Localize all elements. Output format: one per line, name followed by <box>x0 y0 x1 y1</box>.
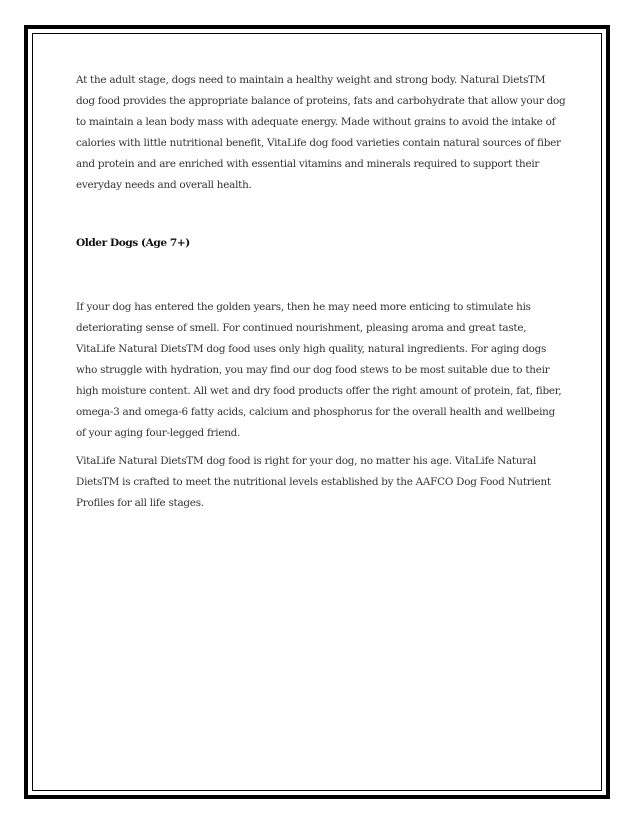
paragraph-adult-dogs: At the adult stage, dogs need to maintain a healthy weight and strong body. Natural DietsTM dog food provides the appropriate balance of proteins, fats and carbohydrate that allow your dog to maintain a lean body mass with adequate energy. Made without grains to avoid the intake of calories with little nutritional benefit, VitaLife dog food varieties contain natural sources of fiber and protein and are enriched with essential vitamins and minerals required to support their everyday needs and overall health. <box>76 74 566 191</box>
paragraph-all-life-stages: VitaLife Natural DietsTM dog food is right for your dog, no matter his age. VitaLife Natural DietsTM is crafted to meet the nutritional levels established by the AAFCO Dog Food Nutrient Profiles for all life stages. <box>76 455 551 509</box>
paragraph-older-dogs: If your dog has entered the golden years, then he may need more enticing to stimulate his deteriorating sense of smell. For continued nourishment, pleasing aroma and great taste, VitaLife Natural DietsTM dog food uses only high quality, natural ingredients. For aging dogs who struggle with hydration, you may find our dog food stews to be most suitable due to their high moisture content. All wet and dry food products offer the right amount of protein, fat, fiber, omega-3 and omega-6 fatty acids, calcium and phosphorus for the overall health and wellbeing of your aging four-legged friend. <box>76 301 562 439</box>
section-heading-older-dogs: Older Dogs (Age 7+) <box>76 237 190 249</box>
page-content <box>76 70 566 514</box>
